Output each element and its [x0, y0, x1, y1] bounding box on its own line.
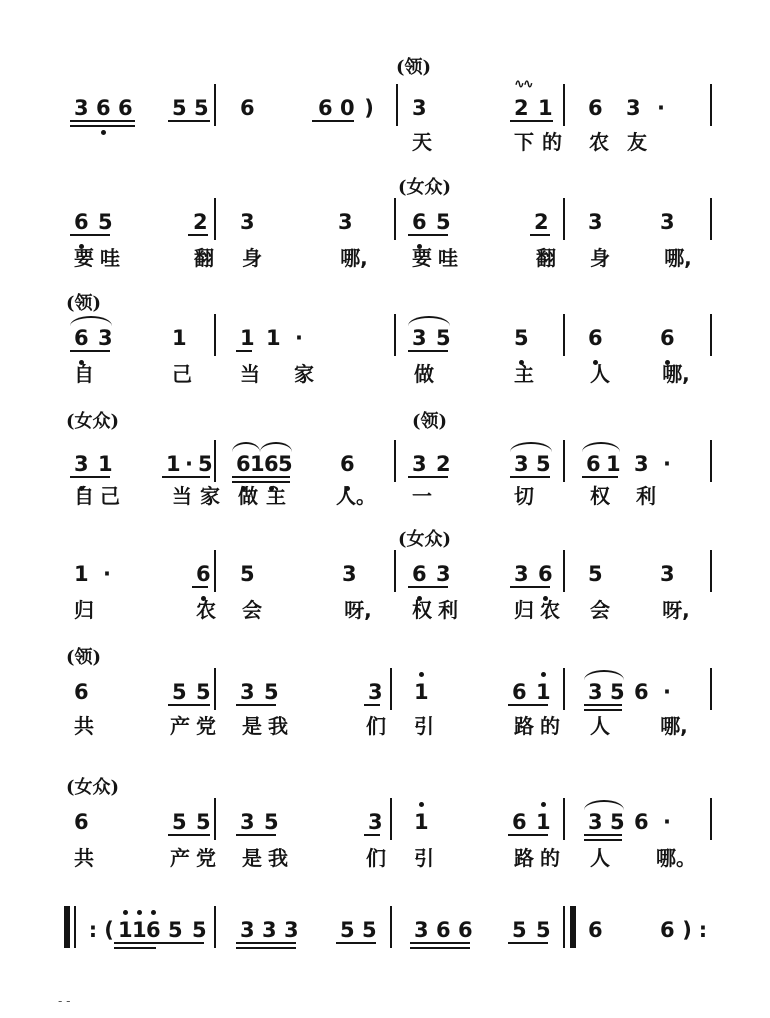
- lyric-syllable: 人: [590, 846, 610, 870]
- slur-arc: [70, 316, 112, 326]
- lyric-syllable: 友: [627, 130, 647, 154]
- underline-beam: [236, 834, 276, 836]
- octave-dot-above: [137, 910, 142, 915]
- note-digit: 6: [412, 562, 427, 586]
- underline-beam: [584, 704, 622, 706]
- underline-beam: [188, 234, 208, 236]
- underline-beam: [408, 586, 448, 588]
- underline-beam: [232, 481, 290, 483]
- lyric-syllable: 产: [170, 846, 190, 870]
- note-digit: 5: [192, 918, 207, 942]
- underline-beam: [114, 947, 156, 949]
- note-digit: 5: [340, 918, 355, 942]
- underline-beam: [510, 476, 550, 478]
- role-marker: (领): [66, 293, 102, 314]
- note-digit: 5: [172, 96, 187, 120]
- slur-arc: [260, 442, 292, 452]
- note-digit: 6: [458, 918, 473, 942]
- lyric-syllable: 哇: [438, 246, 458, 270]
- note-digit: 1: [118, 918, 133, 942]
- octave-dot-above: [541, 672, 546, 677]
- note-digit: 1: [536, 680, 551, 704]
- underline-beam: [114, 942, 204, 944]
- underline-beam: [584, 709, 622, 711]
- role-marker: (女众): [66, 777, 120, 798]
- notation-symbol: ): [364, 96, 374, 120]
- bar-line: [563, 84, 565, 126]
- lyric-syllable: 共: [74, 714, 94, 738]
- note-digit: 3: [240, 918, 255, 942]
- note-digit: 6: [436, 918, 451, 942]
- footer-mark: - -: [58, 994, 71, 1008]
- underline-beam: [168, 120, 210, 122]
- note-digit: 5: [512, 918, 527, 942]
- slur-arc: [584, 800, 624, 810]
- note-digit: 1: [414, 680, 429, 704]
- note-digit: 5: [194, 96, 209, 120]
- note-digit: 3: [262, 918, 277, 942]
- bar-line: [563, 440, 565, 482]
- note-digit: 6: [74, 210, 89, 234]
- bar-line: [563, 668, 565, 710]
- underline-beam: [70, 125, 135, 127]
- lyric-syllable: 的: [540, 714, 560, 738]
- underline-beam: [364, 704, 380, 706]
- octave-dot-above: [541, 802, 546, 807]
- note-digit: 5: [588, 562, 603, 586]
- bar-line: [214, 84, 216, 126]
- bar-line: [394, 198, 396, 240]
- note-digit: 6: [586, 452, 601, 476]
- underline-beam: [582, 476, 618, 478]
- bar-line: [394, 550, 396, 592]
- lyric-syllable: 翻: [194, 246, 214, 270]
- note-digit: 3: [588, 680, 603, 704]
- underline-beam: [70, 120, 135, 122]
- underline-beam: [192, 586, 208, 588]
- lyric-syllable: 是: [242, 846, 262, 870]
- repeat-start-thick: [64, 906, 70, 948]
- lyric-syllable: 的: [542, 130, 562, 154]
- notation-symbol: ·: [185, 452, 193, 476]
- note-digit: 3: [514, 562, 529, 586]
- octave-dot-above: [419, 672, 424, 677]
- lyric-syllable: 农: [196, 598, 216, 622]
- lyric-syllable: 下: [514, 130, 534, 154]
- note-digit: 6: [240, 96, 255, 120]
- underline-beam: [584, 834, 622, 836]
- lyric-syllable: 的: [540, 846, 560, 870]
- note-digit: 5: [196, 680, 211, 704]
- lyric-syllable: 己: [172, 362, 192, 386]
- note-digit: 3: [342, 562, 357, 586]
- bar-line: [214, 550, 216, 592]
- octave-dot-below: [101, 130, 106, 135]
- underline-beam: [530, 234, 550, 236]
- notation-symbol: :: [698, 918, 708, 942]
- note-digit: 5: [196, 810, 211, 834]
- bar-line: [214, 798, 216, 840]
- slur-arc: [510, 442, 552, 452]
- note-digit: 3: [626, 96, 641, 120]
- lyric-syllable: 农: [589, 130, 609, 154]
- note-digit: 3: [368, 810, 383, 834]
- note-digit: 1: [250, 452, 265, 476]
- lyric-syllable: 归: [514, 598, 534, 622]
- lyric-syllable: 切: [514, 484, 534, 508]
- underline-beam: [510, 120, 553, 122]
- note-digit: 3: [412, 326, 427, 350]
- note-digit: 6: [236, 452, 251, 476]
- note-digit: 3: [74, 452, 89, 476]
- underline-beam: [70, 234, 110, 236]
- lyric-syllable: 哇: [100, 246, 120, 270]
- note-digit: 0: [340, 96, 355, 120]
- underline-beam: [236, 704, 276, 706]
- underline-beam: [336, 942, 376, 944]
- lyric-syllable: 我: [268, 714, 288, 738]
- lyric-syllable: 身: [590, 246, 610, 270]
- lyric-syllable: 会: [590, 598, 610, 622]
- underline-beam: [410, 942, 470, 944]
- bar-line: [563, 314, 565, 356]
- lyric-syllable: 党: [196, 714, 216, 738]
- note-digit: 5: [168, 918, 183, 942]
- bar-line: [390, 798, 392, 840]
- note-digit: 3: [436, 562, 451, 586]
- note-digit: 1: [74, 562, 89, 586]
- note-digit: 1: [414, 810, 429, 834]
- note-digit: 3: [660, 210, 675, 234]
- slur-arc: [408, 316, 450, 326]
- lyric-syllable: 自: [74, 362, 94, 386]
- role-marker: (女众): [66, 411, 120, 432]
- underline-beam: [408, 350, 448, 352]
- note-digit: 6: [74, 810, 89, 834]
- note-digit: 5: [536, 452, 551, 476]
- mordent-mark: ∿∿: [514, 77, 532, 92]
- note-digit: 2: [436, 452, 451, 476]
- note-digit: 5: [536, 918, 551, 942]
- note-digit: 3: [240, 810, 255, 834]
- underline-beam: [236, 942, 296, 944]
- slur-arc: [584, 670, 624, 680]
- note-digit: 5: [172, 810, 187, 834]
- notation-symbol: :: [88, 918, 98, 942]
- role-marker: (领): [412, 411, 448, 432]
- underline-beam: [408, 234, 448, 236]
- slur-arc: [232, 442, 260, 452]
- note-digit: 3: [284, 918, 299, 942]
- note-digit: 3: [412, 452, 427, 476]
- octave-dot-above: [151, 910, 156, 915]
- underline-beam: [364, 834, 380, 836]
- note-digit: 5: [264, 680, 279, 704]
- lyric-syllable: 引: [414, 714, 434, 738]
- note-digit: 5: [610, 810, 625, 834]
- note-digit: 3: [514, 452, 529, 476]
- underline-beam: [408, 476, 448, 478]
- underline-beam: [70, 476, 110, 478]
- note-digit: 3: [98, 326, 113, 350]
- note-digit: 6: [340, 452, 355, 476]
- notation-symbol: (: [104, 918, 114, 942]
- lyric-syllable: 家: [200, 484, 220, 508]
- note-digit: 6: [634, 810, 649, 834]
- note-digit: 6: [538, 562, 553, 586]
- slur-arc: [582, 442, 620, 452]
- bar-line: [710, 798, 712, 840]
- bar-line: [214, 198, 216, 240]
- underline-beam: [508, 834, 548, 836]
- bar-line: [214, 668, 216, 710]
- notation-symbol: ·: [663, 810, 671, 834]
- note-digit: 5: [278, 452, 293, 476]
- notation-symbol: ·: [663, 452, 671, 476]
- note-digit: 1: [166, 452, 181, 476]
- octave-dot-above: [419, 802, 424, 807]
- note-digit: 3: [660, 562, 675, 586]
- note-digit: 6: [74, 680, 89, 704]
- note-digit: 3: [588, 210, 603, 234]
- note-digit: 6: [660, 326, 675, 350]
- note-digit: 6: [318, 96, 333, 120]
- bar-line: [390, 906, 392, 948]
- note-digit: 1: [266, 326, 281, 350]
- lyric-syllable: 归: [74, 598, 94, 622]
- bar-line: [394, 314, 396, 356]
- note-digit: 3: [414, 918, 429, 942]
- note-digit: 5: [436, 326, 451, 350]
- note-digit: 5: [436, 210, 451, 234]
- underline-beam: [508, 942, 548, 944]
- underline-beam: [236, 947, 296, 949]
- underline-beam: [162, 476, 210, 478]
- note-digit: 6: [512, 680, 527, 704]
- note-digit: 1: [606, 452, 621, 476]
- note-digit: 1: [172, 326, 187, 350]
- repeat-start-thin: [74, 906, 76, 948]
- bar-line: [214, 314, 216, 356]
- lyric-syllable: 当: [240, 362, 260, 386]
- lyric-syllable: 共: [74, 846, 94, 870]
- note-digit: 5: [264, 810, 279, 834]
- underline-beam: [312, 120, 354, 122]
- lyric-syllable: 身: [242, 246, 262, 270]
- bar-line: [563, 798, 565, 840]
- note-digit: 3: [240, 210, 255, 234]
- bar-line: [563, 198, 565, 240]
- lyric-syllable: 哪,: [660, 714, 688, 738]
- lyric-syllable: 们: [366, 846, 386, 870]
- lyric-syllable: 当: [172, 484, 192, 508]
- note-digit: 5: [98, 210, 113, 234]
- note-digit: 6: [512, 810, 527, 834]
- note-digit: 1: [132, 918, 147, 942]
- note-digit: 3: [412, 96, 427, 120]
- note-digit: 3: [240, 680, 255, 704]
- bar-line: [710, 198, 712, 240]
- lyric-syllable: 路: [514, 714, 534, 738]
- note-digit: 5: [240, 562, 255, 586]
- note-digit: 6: [196, 562, 211, 586]
- lyric-syllable: 路: [514, 846, 534, 870]
- lyric-syllable: 党: [196, 846, 216, 870]
- note-digit: 2: [534, 210, 549, 234]
- bar-line: [390, 668, 392, 710]
- lyric-syllable: 家: [294, 362, 314, 386]
- notation-symbol: ·: [295, 326, 303, 350]
- bar-line: [396, 84, 398, 126]
- lyric-syllable: 会: [242, 598, 262, 622]
- note-digit: 6: [74, 326, 89, 350]
- underline-beam: [236, 350, 252, 352]
- lyric-syllable: 人。: [336, 484, 376, 508]
- notation-symbol: ·: [663, 680, 671, 704]
- lyric-syllable: 做: [238, 484, 258, 508]
- notation-symbol: ): [682, 918, 692, 942]
- bar-line: [563, 550, 565, 592]
- bar-line: [214, 440, 216, 482]
- bar-line: [563, 906, 565, 948]
- note-digit: 5: [610, 680, 625, 704]
- note-digit: 3: [74, 96, 89, 120]
- lyric-syllable: 农: [540, 598, 560, 622]
- lyric-syllable: 哪。: [656, 846, 696, 870]
- underline-beam: [168, 704, 210, 706]
- role-marker: (女众): [398, 177, 452, 198]
- note-digit: 1: [538, 96, 553, 120]
- note-digit: 6: [588, 326, 603, 350]
- lyric-syllable: 天: [412, 130, 432, 154]
- note-digit: 1: [536, 810, 551, 834]
- note-digit: 6: [588, 918, 603, 942]
- lyric-syllable: 利: [438, 598, 458, 622]
- lyric-syllable: 利: [636, 484, 656, 508]
- underline-beam: [510, 586, 550, 588]
- bar-line: [394, 440, 396, 482]
- underline-beam: [508, 704, 548, 706]
- underline-beam: [232, 476, 290, 478]
- note-digit: 6: [146, 918, 161, 942]
- role-marker: (领): [396, 57, 432, 78]
- lyric-syllable: 是: [242, 714, 262, 738]
- lyric-syllable: 引: [414, 846, 434, 870]
- underline-beam: [410, 947, 470, 949]
- note-digit: 6: [96, 96, 111, 120]
- note-digit: 5: [198, 452, 213, 476]
- bar-line: [570, 906, 576, 948]
- note-digit: 1: [98, 452, 113, 476]
- note-digit: 3: [338, 210, 353, 234]
- bar-line: [214, 906, 216, 948]
- note-digit: 2: [193, 210, 208, 234]
- underline-beam: [584, 839, 622, 841]
- note-digit: 5: [514, 326, 529, 350]
- notation-symbol: ·: [103, 562, 111, 586]
- lyric-syllable: 做: [414, 362, 434, 386]
- role-marker: (领): [66, 647, 102, 668]
- notation-symbol: ·: [657, 96, 665, 120]
- note-digit: 2: [514, 96, 529, 120]
- lyric-syllable: 一: [412, 484, 432, 508]
- note-digit: 6: [264, 452, 279, 476]
- note-digit: 6: [660, 918, 675, 942]
- note-digit: 5: [362, 918, 377, 942]
- lyric-syllable: 们: [366, 714, 386, 738]
- lyric-syllable: 权: [590, 484, 610, 508]
- lyric-syllable: 人: [590, 362, 610, 386]
- lyric-syllable: 自: [74, 484, 94, 508]
- lyric-syllable: 呀,: [662, 598, 690, 622]
- role-marker: (女众): [398, 529, 452, 550]
- note-digit: 3: [588, 810, 603, 834]
- lyric-syllable: 主: [266, 484, 286, 508]
- lyric-syllable: 人: [590, 714, 610, 738]
- lyric-syllable: 己: [100, 484, 120, 508]
- lyric-syllable: 哪,: [340, 246, 368, 270]
- note-digit: 1: [240, 326, 255, 350]
- bar-line: [710, 550, 712, 592]
- bar-line: [710, 440, 712, 482]
- lyric-syllable: 我: [268, 846, 288, 870]
- lyric-syllable: 权: [412, 598, 432, 622]
- lyric-syllable: 翻: [536, 246, 556, 270]
- bar-line: [710, 314, 712, 356]
- note-digit: 6: [588, 96, 603, 120]
- underline-beam: [168, 834, 210, 836]
- lyric-syllable: 哪,: [664, 246, 692, 270]
- bar-line: [710, 668, 712, 710]
- note-digit: 6: [634, 680, 649, 704]
- lyric-syllable: 要: [74, 246, 94, 270]
- note-digit: 3: [368, 680, 383, 704]
- note-digit: 5: [172, 680, 187, 704]
- octave-dot-above: [123, 910, 128, 915]
- note-digit: 6: [412, 210, 427, 234]
- lyric-syllable: 要: [412, 246, 432, 270]
- lyric-syllable: 呀,: [344, 598, 372, 622]
- note-digit: 6: [118, 96, 133, 120]
- lyric-syllable: 产: [170, 714, 190, 738]
- bar-line: [710, 84, 712, 126]
- lyric-syllable: 主: [514, 362, 534, 386]
- note-digit: 3: [634, 452, 649, 476]
- underline-beam: [70, 350, 110, 352]
- lyric-syllable: 哪,: [662, 362, 690, 386]
